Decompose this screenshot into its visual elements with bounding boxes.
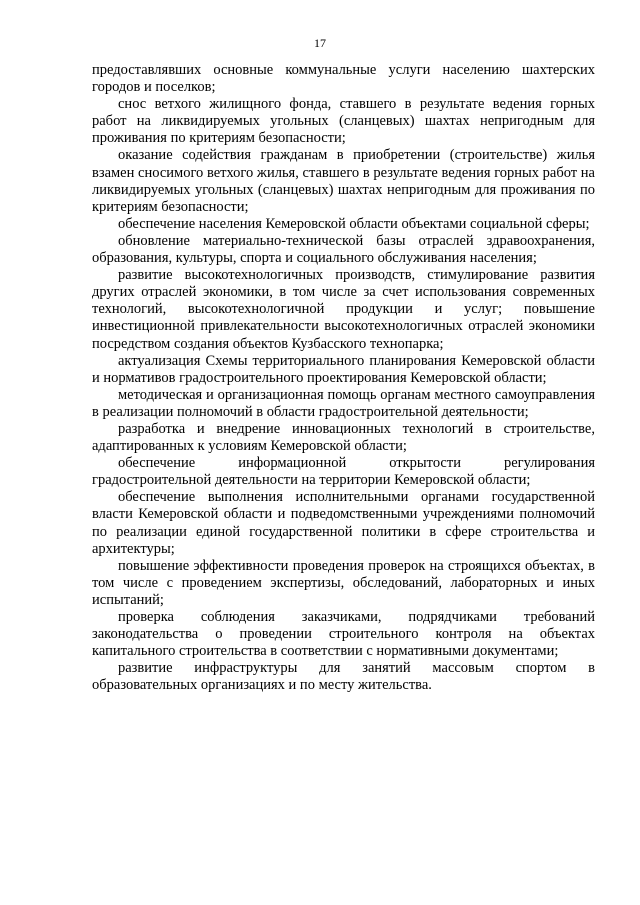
paragraph: повышение эффективности проведения проверок на строящихся объектах, в том числе с проведением экспертизы, обследований, лабораторных и иных испытаний;	[92, 557, 595, 608]
paragraph: развитие инфраструктуры для занятий массовым спортом в образовательных организациях и по месту жительства.	[92, 660, 595, 694]
paragraph: методическая и организационная помощь органам местного самоуправления в реализации полномочий в области градостроительной деятельности;	[92, 386, 595, 420]
page-number: 17	[314, 36, 326, 50]
paragraph: обновление материально-технической базы отраслей здравоохранения, образования, культуры, спорта и социального обслуживания населения;	[92, 232, 595, 267]
paragraph: снос ветхого жилищного фонда, ставшего в результате ведения горных работ на ликвидируемых угольных (сланцевых) шахтах непригодным для проживания по критериям безопасности;	[92, 96, 595, 147]
paragraph: обеспечение выполнения исполнительными органами государственной власти Кемеровской области и подведомственными учреждениями полномочий по реализации единой государственной политики в сфере строительства и архитектуры;	[92, 489, 595, 557]
paragraph: актуализация Схемы территориального планирования Кемеровской области и нормативов градостроительного проектирования Кемеровской области;	[92, 352, 595, 386]
paragraph: проверка соблюдения заказчиками, подрядчиками требований законодательства о проведении строительного контроля на объектах капитального строительства в соответствии с нормативными документами;	[92, 609, 595, 660]
document-body	[92, 62, 595, 694]
paragraph: развитие высокотехнологичных производств, стимулирование развития других отраслей экономики, в том числе за счет использования современных технологий, высокотехнологичной продукции и услуг; повышение инвестиционной привлекательности высокотехнологичных отраслей экономики посредством создания объектов Кузбасского технопарка;	[92, 267, 595, 352]
paragraph: обеспечение населения Кемеровской области объектами социальной сферы;	[118, 215, 590, 232]
paragraph: оказание содействия гражданам в приобретении (строительстве) жилья взамен сносимого ветхого жилья, ставшего в результате ведения горных работ на ликвидируемых угольных (сланцевых) шахтах непригодным для проживания по критериям безопасности;	[92, 147, 595, 215]
paragraph: обеспечение информационной открытости регулирования градостроительной деятельности на территории Кемеровской области;	[92, 455, 595, 489]
paragraph: разработка и внедрение инновационных технологий в строительстве, адаптированных к условиям Кемеровской области;	[92, 420, 595, 455]
paragraph: предоставлявших основные коммунальные услуги населению шахтерских городов и поселков;	[92, 62, 595, 96]
